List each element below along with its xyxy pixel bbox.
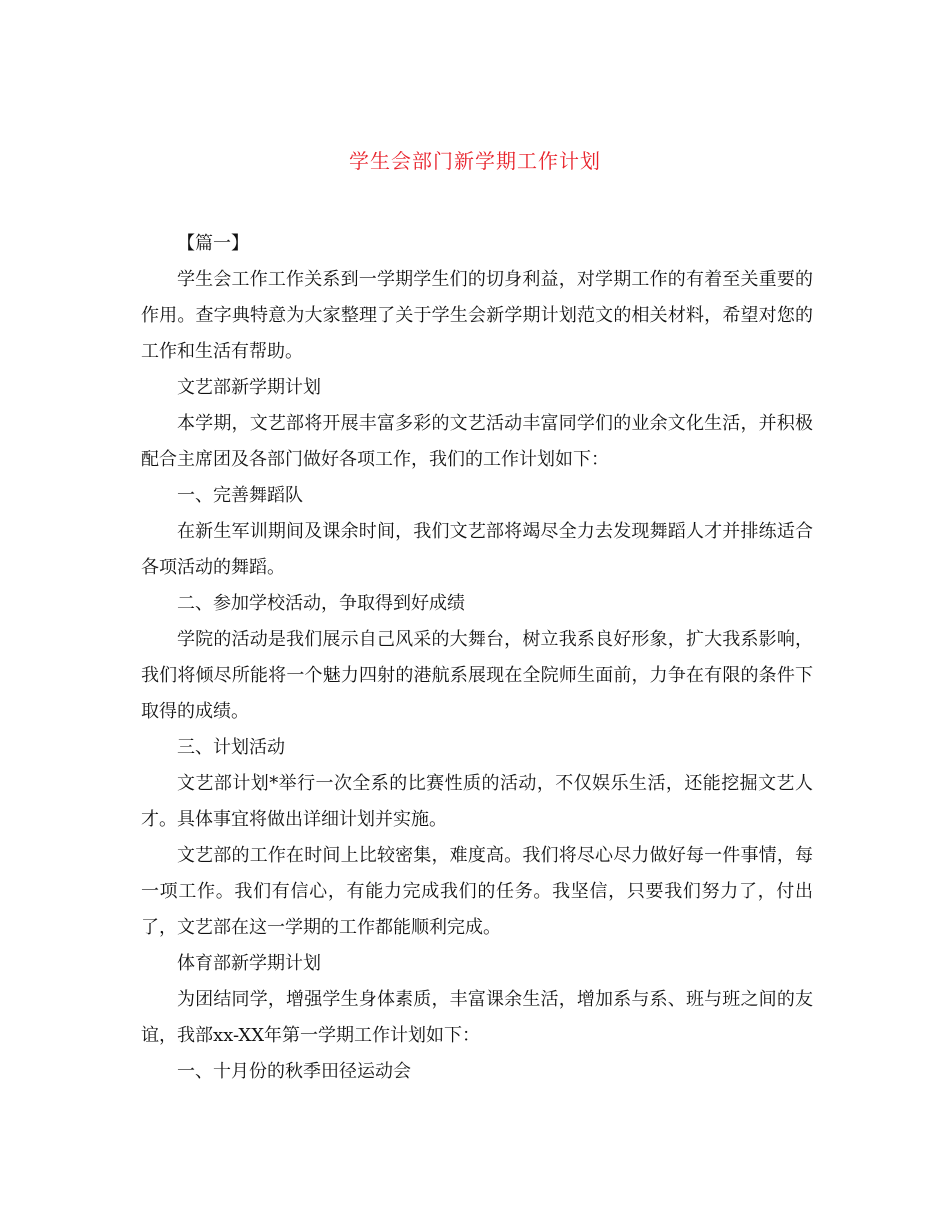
arts-summary-paragraph: 文艺部的工作在时间上比较密集，难度高。我们将尽心尽力做好每一件事情，每一项工作。我们有信心，有能力完成我们的任务。我坚信，只要我们努力了，付出了，文艺部在这一学期的工作都能顺利完成。 [141, 845, 813, 938]
school-activities-paragraph: 学院的活动是我们展示自己风采的大舞台，树立我系良好形象，扩大我系影响，我们将倾尽所能将一个魅力四射的港航系展现在全院师生面前，力争在有限的条件下取得的成绩。 [141, 629, 813, 722]
dance-team-paragraph: 在新生军训期间及课余时间，我们文艺部将竭尽全力去发现舞蹈人才并排练适合各项活动的舞蹈。 [141, 521, 813, 578]
intro-paragraph: 学生会工作工作关系到一学期学生们的切身利益，对学期工作的有着至关重要的作用。查字典特意为大家整理了关于学生会新学期计划范文的相关材料，希望对您的工作和生活有帮助。 [141, 269, 813, 362]
heading-planned-activities: 三、计划活动 [177, 737, 285, 758]
document-body [141, 226, 813, 1090]
arts-plan-intro-paragraph: 本学期，文艺部将开展丰富多彩的文艺活动丰富同学们的业余文化生活，并积极配合主席团及各部门做好各项工作，我们的工作计划如下： [141, 413, 813, 470]
document-title: 学生会部门新学期工作计划 [349, 149, 601, 173]
heading-school-activities: 二、参加学校活动，争取得到好成绩 [177, 593, 465, 614]
sports-plan-intro-paragraph: 为团结同学，增强学生身体素质，丰富课余生活，增加系与系、班与班之间的友谊，我部xx-XX年第一学期工作计划如下： [141, 989, 813, 1046]
heading-dance-team: 一、完善舞蹈队 [177, 485, 303, 506]
heading-arts-department-plan: 文艺部新学期计划 [177, 377, 321, 398]
planned-activities-paragraph: 文艺部计划*举行一次全系的比赛性质的活动，不仅娱乐生活，还能挖掘文艺人才。具体事宜将做出详细计划并实施。 [141, 773, 813, 830]
heading-sports-department-plan: 体育部新学期计划 [177, 953, 321, 974]
heading-autumn-track-meet: 一、十月份的秋季田径运动会 [177, 1061, 411, 1082]
section-label-part-one: 【篇一】 [177, 233, 249, 254]
